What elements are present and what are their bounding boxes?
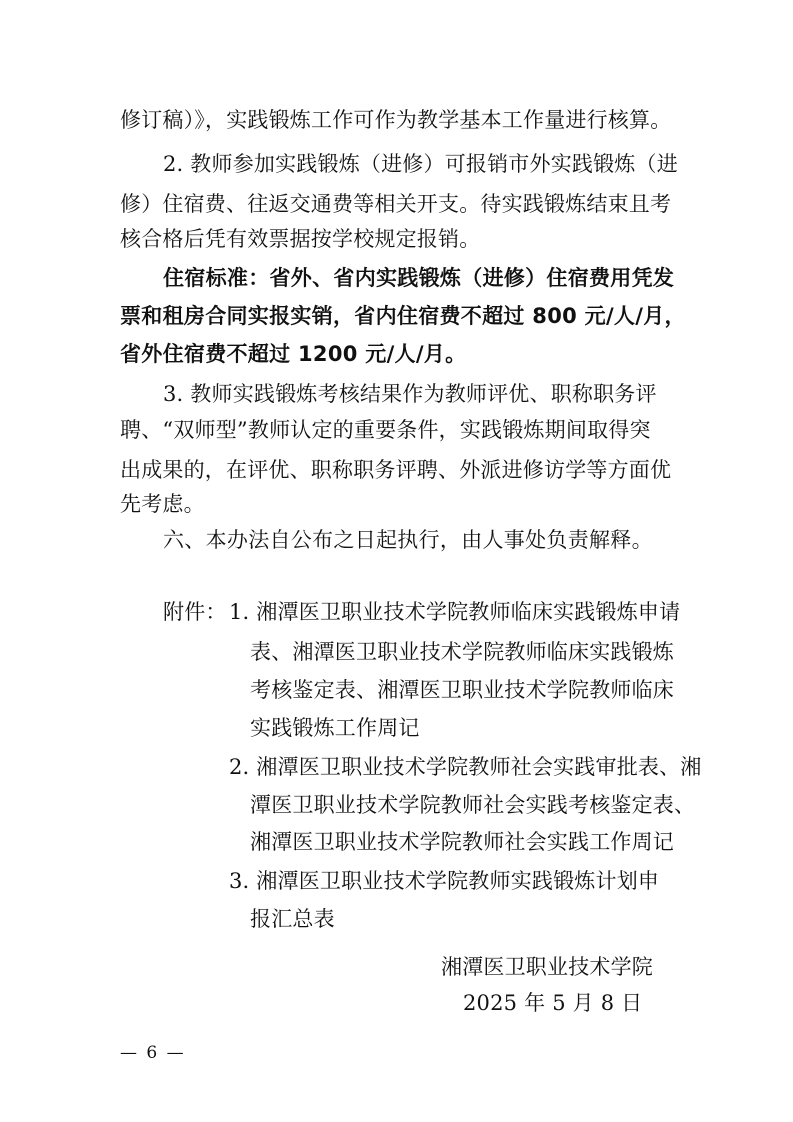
attachment-item: 2. 湘潭医卫职业技术学院教师社会实践审批表、湘 — [229, 755, 702, 779]
accommodation-standard-line: 住宿标准：省外、省内实践锻炼（进修）住宿费用凭发 — [163, 266, 675, 290]
attachment-item: 报汇总表 — [250, 907, 335, 931]
accommodation-standard-line: 票和租房合同实报实销，省内住宿费不超过 800 元/人/月， — [120, 304, 686, 328]
body-line: 聘、“双师型”教师认定的重要条件，实践锻炼期间取得突 — [120, 418, 651, 442]
attachment-item: 表、湘潭医卫职业技术学院教师临床实践锻炼 — [250, 640, 674, 664]
body-line: 3. 教师实践锻炼考核结果作为教师评优、职称职务评 — [163, 382, 657, 406]
attachment-item: 考核鉴定表、湘潭医卫职业技术学院教师临床 — [250, 678, 674, 702]
attachment-item: 潭医卫职业技术学院教师社会实践考核鉴定表、 — [250, 793, 696, 817]
section-six: 六、本办法自公布之日起执行，由人事处负责解释。 — [163, 528, 653, 552]
body-line: 先考虑。 — [120, 492, 205, 516]
attachment-item: 湘潭医卫职业技术学院教师社会实践工作周记 — [250, 830, 674, 854]
accommodation-standard-line: 省外住宿费不超过 1200 元/人/月。 — [120, 342, 467, 366]
body-line: 修）住宿费、往返交通费等相关开支。待实践锻炼结束且考 — [120, 192, 672, 216]
issuing-organization: 湘潭医卫职业技术学院 — [441, 955, 653, 979]
attachments-label: 附件： — [163, 600, 227, 624]
issue-date: 2025 年 5 月 8 日 — [463, 991, 643, 1015]
page-number: — 6 — — [120, 1043, 186, 1063]
attachment-item: 1. 湘潭医卫职业技术学院教师临床实践锻炼申请 — [229, 600, 681, 624]
attachment-item: 3. 湘潭医卫职业技术学院教师实践锻炼计划申 — [229, 869, 660, 893]
body-line: 核合格后凭有效票据按学校规定报销。 — [120, 227, 481, 251]
attachment-item: 实践锻炼工作周记 — [250, 716, 420, 740]
body-line: 出成果的，在评优、职称职务评聘、外派进修访学等方面优 — [120, 458, 672, 482]
body-line: 2. 教师参加实践锻炼（进修）可报销市外实践锻炼（进 — [163, 152, 678, 176]
body-line: 修订稿）》，实践锻炼工作可作为教学基本工作量进行核算。 — [120, 108, 672, 132]
